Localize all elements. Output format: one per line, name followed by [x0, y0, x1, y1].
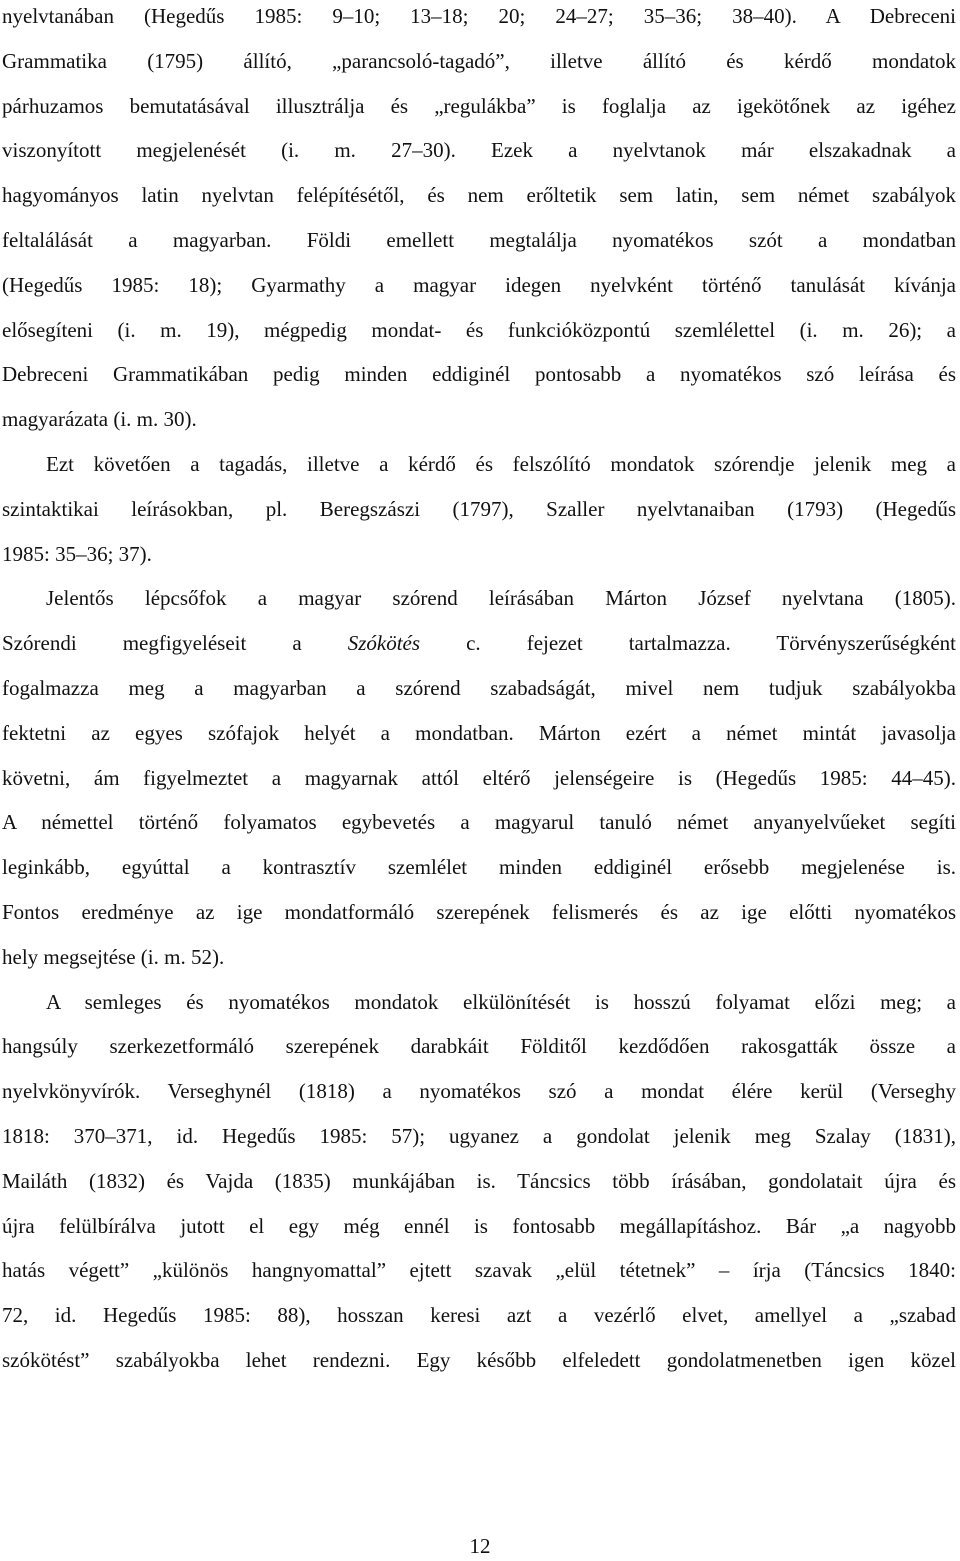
text-line: követni, ám figyelmeztet a magyarnak attól eltérő jelenségeire is (Hegedűs 1985: 44–45).	[2, 765, 956, 790]
text-line: hagyományos latin nyelvtan felépítésétől, és nem erőltetik sem latin, sem német szabályok	[2, 183, 956, 208]
paragraph-p1	[2, 0, 956, 442]
document-page	[2, 0, 956, 1383]
text-line: Jelentős lépcsőfok a magyar szórend leírásában Márton József nyelvtana (1805).	[46, 586, 956, 611]
text-line: szókötést” szabályokba lehet rendezni. Egy később elfeledett gondolatmenetben igen közel	[2, 1347, 956, 1372]
text-line: szintaktikai leírásokban, pl. Beregszászi (1797), Szaller nyelvtanaiban (1793) (Hegedűs	[2, 496, 956, 521]
text-line: 72, id. Hegedűs 1985: 88), hosszan keresi azt a vezérlő elvet, amellyel a „szabad	[2, 1303, 956, 1328]
text-line: magyarázata (i. m. 30).	[2, 407, 197, 432]
text-line: 1818: 370–371, id. Hegedűs 1985: 57); ugyanez a gondolat jelenik meg Szalay (1831),	[2, 1123, 956, 1148]
text-line: nyelvkönyvírók. Verseghynél (1818) a nyomatékos szó a mondat élére kerül (Verseghy	[2, 1079, 956, 1104]
text-line: hatás végett” „különös hangnyomattal” ejtett szavak „elül tétetnek” – írja (Táncsics 1840:	[2, 1258, 956, 1283]
italic-term: Szókötés	[347, 631, 421, 656]
text-line: Fontos eredménye az ige mondatformáló szerepének felismerés és az ige előtti nyomatékos	[2, 899, 956, 924]
paragraph-p2	[2, 442, 956, 576]
text-line: fektetni az egyes szófajok helyét a mondatban. Márton ezért a német mintát javasolja	[2, 720, 956, 745]
text-line: újra felülbírálva jutott el egy még ennél is fontosabb megállapításhoz. Bár „a nagyobb	[2, 1213, 956, 1238]
text-line: Debreceni Grammatikában pedig minden eddiginél pontosabb a nyomatékos szó leírása és	[2, 362, 956, 387]
text-line: A némettel történő folyamatos egybevetés a magyarul tanuló német anyanyelvűeket segíti	[2, 810, 956, 835]
text-line: Szórendi megfigyeléseit a Szókötés c. fejezet tartalmazza. Törvényszerűségként	[2, 631, 956, 656]
text-line: hangsúly szerkezetformáló szerepének darabkáit Földitől kezdődően rakosgatták össze a	[2, 1034, 956, 1059]
text-line: fogalmazza meg a magyarban a szórend szabadságát, mivel nem tudjuk szabályokba	[2, 675, 956, 700]
text-line: hely megsejtése (i. m. 52).	[2, 944, 225, 969]
page-number: 12	[469, 1534, 491, 1558]
text-line: elősegíteni (i. m. 19), mégpedig mondat- és funkcióközpontú szemlélettel (i. m. 26); a	[2, 317, 956, 342]
text-line: párhuzamos bemutatásával illusztrálja és „regulákba” is foglalja az igekötőnek az igéhez	[2, 93, 956, 118]
text-line: A semleges és nyomatékos mondatok elkülönítését is hosszú folyamat előzi meg; a	[46, 989, 956, 1014]
text-line: viszonyított megjelenését (i. m. 27–30). Ezek a nyelvtanok már elszakadnak a	[2, 138, 956, 163]
paragraph-p4	[2, 980, 956, 1383]
text-line: 1985: 35–36; 37).	[2, 541, 152, 566]
text-line: Mailáth (1832) és Vajda (1835) munkájában is. Táncsics több írásában, gondolatait újra és	[2, 1168, 956, 1193]
text-line: nyelvtanában (Hegedűs 1985: 9–10; 13–18; 20; 24–27; 35–36; 38–40). A Debreceni	[2, 4, 956, 28]
paragraph-p3	[2, 576, 956, 979]
body-text	[2, 0, 956, 1383]
text-line: feltalálását a magyarban. Földi emellett megtalálja nyomatékos szót a mondatban	[2, 227, 956, 252]
text-line: Ezt követően a tagadás, illetve a kérdő és felszólító mondatok szórendje jelenik meg a	[46, 451, 956, 476]
text-line: (Hegedűs 1985: 18); Gyarmathy a magyar idegen nyelvként történő tanulását kívánja	[2, 272, 956, 297]
text-line: leginkább, egyúttal a kontrasztív szemlélet minden eddiginél erősebb megjelenése is.	[2, 855, 956, 880]
text-line: Grammatika (1795) állító, „parancsoló-tagadó”, illetve állító és kérdő mondatok	[2, 48, 956, 73]
